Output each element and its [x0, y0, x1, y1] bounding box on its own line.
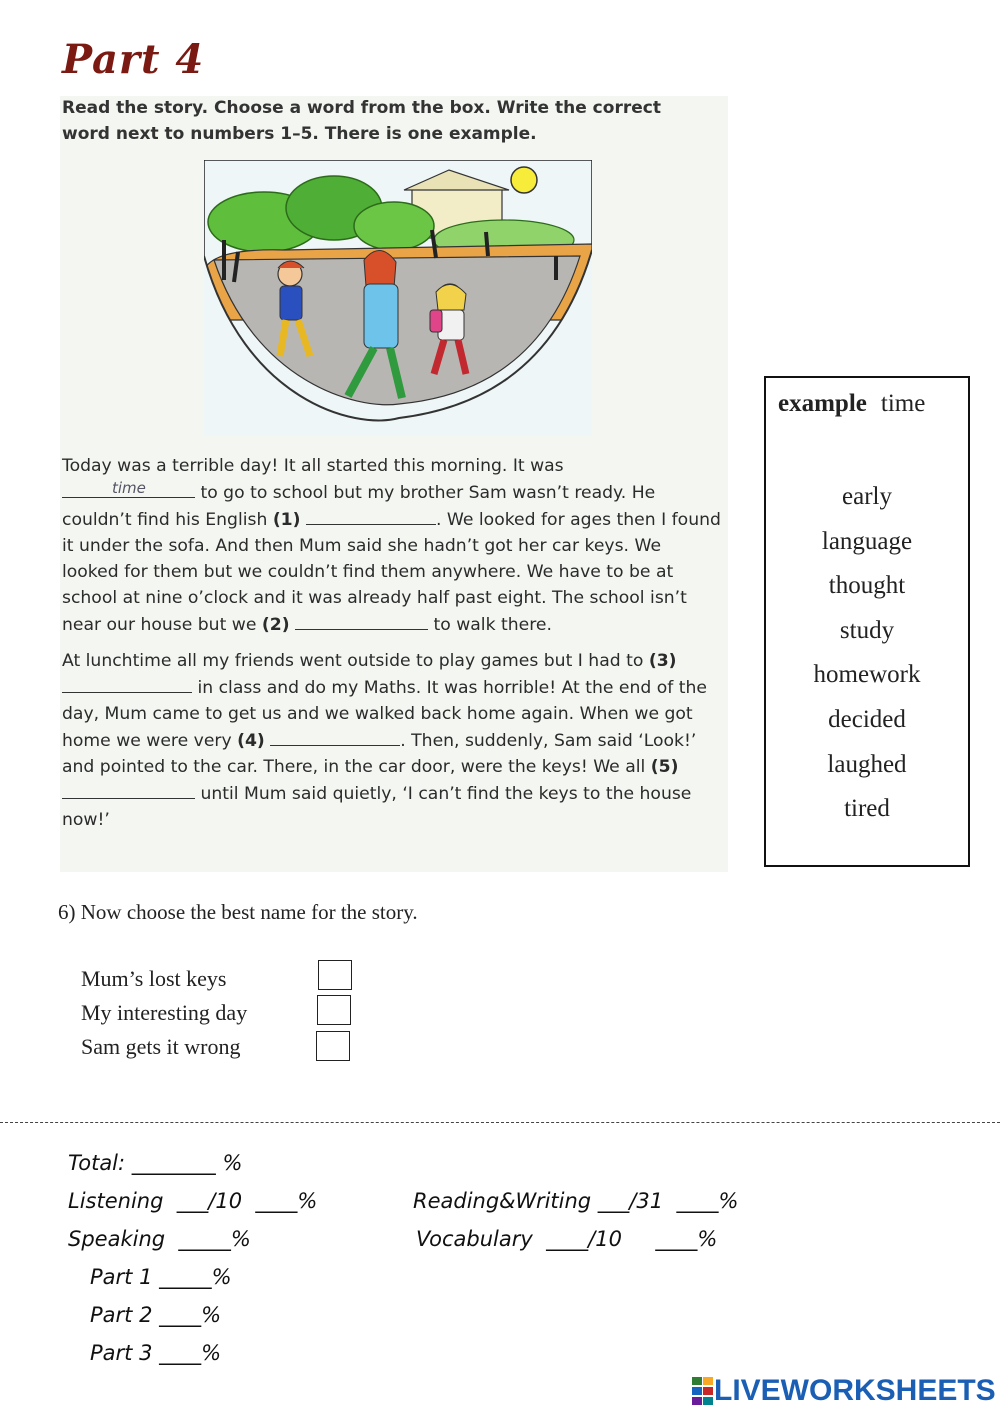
title-option-2: My interesting day: [81, 1000, 248, 1025]
score-total: Total: ________ %: [68, 1151, 243, 1175]
word-item: early: [842, 483, 892, 510]
answer-blank-5[interactable]: [62, 780, 195, 799]
story-paragraph-1: Today was a terrible day! It all started this morning. It was time to go to school but my brother Sam wasn’t ready. He couldn’t find his English (1) . We looked for ages then I found it under the sofa. And then Mum said she hadn’t got her car keys. We looked for them but we couldn’t find them anywhere. We have to be at school at nine o’clock and it was already half past eight. The school isn’t near our house but we (2) to walk there.: [62, 456, 721, 635]
title-option-2-checkbox[interactable]: [317, 995, 351, 1025]
example-label: example: [778, 390, 867, 417]
score-speaking: Speaking _____%: [68, 1227, 251, 1251]
example-blank: [62, 479, 195, 498]
instructions: Read the story. Choose a word from the box. Write the correct word next to numbers 1–5. There is one example.: [62, 98, 661, 144]
question-6-prompt: 6) Now choose the best name for the story.: [58, 900, 418, 924]
blank-number-4: (4): [237, 731, 265, 751]
answer-blank-3[interactable]: [62, 674, 192, 693]
word-item: language: [821, 527, 913, 555]
page-title: Part 4: [62, 36, 205, 83]
answer-blank-4[interactable]: [270, 727, 400, 746]
word-box-example: [778, 390, 925, 418]
score-part-1: Part 1 _____%: [90, 1265, 232, 1289]
story-paragraph-2: At lunchtime all my friends went outside to play games but I had to (3) in class and do my Maths. It was horrible! At the end of the day, Mum came to get us and we walked back home again. When we got home we were very (4) . Then, suddenly, Sam said ‘Look!’ and pointed to the car. There, in the car door, were the keys! We all (5) until Mum said quietly, ‘I can’t find the keys to the house now!’: [62, 651, 707, 830]
word-item: tired: [844, 795, 890, 823]
word-box: [764, 376, 970, 867]
cut-line-divider: [0, 1122, 1000, 1123]
word-list: [766, 475, 968, 832]
story-text: [62, 453, 722, 843]
score-part-3: Part 3 ____%: [90, 1341, 222, 1365]
answer-blank-1[interactable]: [306, 506, 436, 525]
answer-blank-2[interactable]: [295, 611, 428, 630]
word-item: decided: [828, 705, 906, 733]
liveworksheets-logo: [692, 1374, 996, 1408]
brand-name: LIVEWORKSHEETS: [714, 1374, 996, 1407]
title-option-1: Mum’s lost keys: [81, 966, 227, 991]
blank-number-5: (5): [650, 757, 679, 777]
blank-number-2: (2): [261, 615, 290, 635]
title-option-3: Sam gets it wrong: [81, 1034, 241, 1059]
blank-number-3: (3): [648, 651, 677, 671]
example-word: time: [880, 390, 926, 417]
title-option-1-checkbox[interactable]: [318, 960, 352, 990]
word-item: homework: [813, 661, 921, 689]
title-option-3-checkbox[interactable]: [316, 1031, 350, 1061]
blank-number-1: (1): [272, 510, 301, 530]
score-reading-writing: Reading&Writing ___/31 ____%: [413, 1189, 739, 1213]
word-item: thought: [828, 572, 906, 600]
word-item: laughed: [827, 750, 907, 778]
score-vocabulary: Vocabulary ____/10 ____%: [416, 1227, 718, 1251]
example-answer: time: [112, 479, 146, 497]
story-illustration: [204, 160, 592, 436]
word-item: study: [839, 616, 895, 644]
score-listening: Listening ___/10 ____%: [68, 1189, 318, 1213]
liveworksheets-logo-icon: [692, 1376, 714, 1406]
score-part-2: Part 2 ____%: [90, 1303, 222, 1327]
